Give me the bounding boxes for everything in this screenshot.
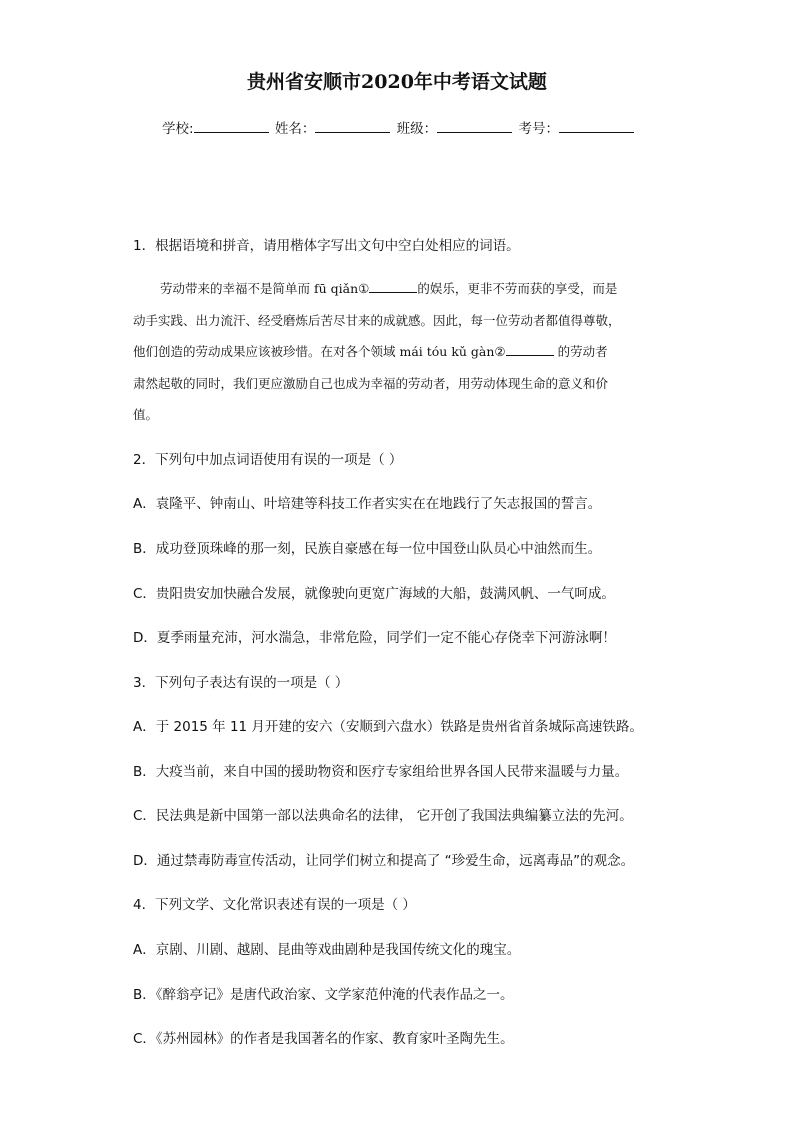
answer-blank-1 [369,281,417,293]
passage-line: 的娱乐，更非不劳而获的享受，而是 [417,281,618,296]
class-blank [437,120,512,133]
question-3-option-d: D．通过禁毒防毒宣传活动，让同学们树立和提高了 “珍爱生命，远离毒品”的观念。 [133,853,635,869]
question-3-stem: 3．下列句子表达有误的一项是（ ） [133,675,349,691]
answer-blank-2 [506,344,554,356]
question-3-option-c: C．民法典是新中国第一部以法典命名的法律， 它开创了我国法典编纂立法的先河。 [133,808,633,824]
question-2-option-c: C．贵阳贵安加快融合发展，就像驶向更宽广海域的大船，鼓满风帆、一气呵成。 [133,586,615,602]
exam-no-label: 考号： [518,121,559,137]
question-3-option-b: B．大疫当前，来自中国的援助物资和医疗专家组给世界各国人民带来温暖与力量。 [133,764,629,780]
passage-line: 肃然起敬的同时，我们更应激励自己也成为幸福的劳动者，用劳动体现生命的意义和价 [133,375,609,391]
question-2-stem: 2．下列句中加点词语使用有误的一项是（ ） [133,452,403,468]
class-label: 班级： [396,121,438,137]
school-blank [194,120,269,133]
student-info-row [162,117,636,137]
name-label: 姓名： [274,121,316,137]
passage-line: 的劳动者 [553,344,608,359]
exam-no-blank [559,120,634,133]
question-3-option-a: A．于 2015 年 11 月开建的安六（安顺到六盘水）铁路是贵州省首条城际高速铁路。 [133,719,643,735]
passage-line: 劳动带来的幸福不是简单而 fū qiǎn① [160,281,370,296]
question-4-option-a: A．京剧、川剧、越剧、昆曲等戏曲剧种是我国传统文化的瑰宝。 [133,942,521,958]
question-2-option-a: A．袁隆平、钟南山、叶培建等科技工作者实实在在地践行了矢志报国的誓言。 [133,496,602,512]
question-4-option-b: B．《醉翁亭记》是唐代政治家、文学家范仲淹的代表作品之一。 [133,987,514,1003]
passage-line: 值。 [133,407,159,422]
question-1-passage [133,273,663,431]
question-4-option-c: C．《苏州园林》的作者是我国著名的作家、教育家叶圣陶先生。 [133,1031,514,1047]
question-1-stem: 1．根据语境和拼音，请用楷体字写出文句中空白处相应的词语。 [133,238,520,254]
question-2-option-d: D．夏季雨量充沛，河水湍急，非常危险，同学们一定不能心存侥幸下河游泳啊！ [133,630,616,646]
passage-line: 动手实践、出力流汗、经受磨炼后苦尽甘来的成就感。因此，每一位劳动者都值得尊敬， [133,312,621,328]
school-label: 学校: [162,121,194,137]
passage-line: 他们创造的劳动成果应该被珍惜。在对各个领域 mái tóu kǔ gàn② [133,344,506,359]
name-blank [315,120,390,133]
page-title: 贵州省安顺市2020年中考语文试题 [247,71,547,93]
question-4-stem: 4．下列文学、文化常识表述有误的一项是（ ） [133,897,416,913]
question-2-option-b: B．成功登顶珠峰的那一刻，民族自豪感在每一位中国登山队员心中油然而生。 [133,541,602,557]
